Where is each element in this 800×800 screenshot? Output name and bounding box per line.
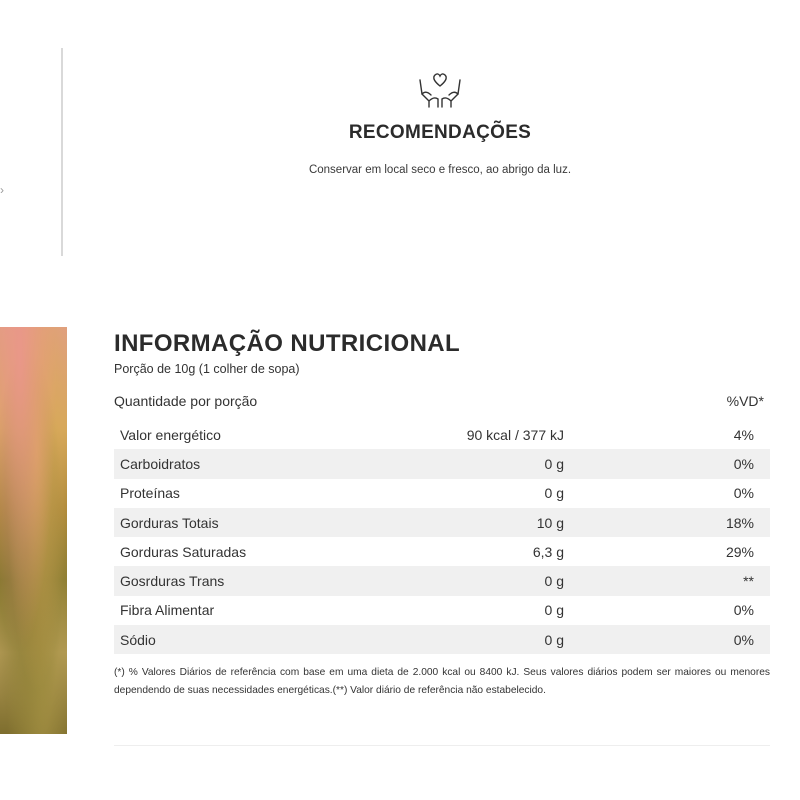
recommendations-text: Conservar em local seco e fresco, ao abrigo da luz. (308, 164, 572, 176)
nutrient-amount: 0 g (394, 625, 694, 654)
bottom-divider (114, 745, 770, 746)
portion-size: Porção de 10g (1 colher de sopa) (114, 362, 300, 376)
nutrition-table (114, 420, 770, 654)
nutrient-vd: 0% (733, 602, 754, 619)
nutrient-amount: 0 g (394, 449, 694, 478)
nutrient-vd: 18% (694, 508, 770, 537)
nutrient-name: Carboidratos (114, 449, 394, 478)
nutrient-amount: 0 g (544, 485, 564, 502)
nutrient-vd: ** (694, 566, 770, 595)
nutrient-amount: 10 g (394, 508, 694, 537)
nutrient-name: Proteínas (120, 485, 180, 502)
header-vd: %VD* (726, 393, 764, 409)
nutrient-amount: 90 kcal / 377 kJ (466, 426, 564, 443)
table-row (114, 596, 770, 625)
table-row (114, 625, 770, 654)
nutrient-vd: 0% (694, 625, 770, 654)
nutrition-title: INFORMAÇÃO NUTRICIONAL (114, 330, 461, 357)
nutrient-vd: 0% (733, 485, 754, 502)
hands-heart-icon (416, 68, 464, 110)
recommendations-section (260, 68, 620, 176)
nutrient-name: Gorduras Totais (114, 508, 394, 537)
nutrient-name: Gorduras Saturadas (120, 543, 247, 560)
nutrient-vd: 0% (694, 449, 770, 478)
vertical-divider (61, 48, 63, 256)
nutrient-vd: 29% (725, 543, 754, 560)
nutrition-facts (114, 330, 770, 700)
table-row (114, 479, 770, 508)
nutrient-amount: 0 g (544, 602, 564, 619)
nutrient-name: Gosrduras Trans (114, 566, 394, 595)
nutrition-header (114, 393, 770, 415)
nutrition-footnote: (*) % Valores Diários de referência com base em uma dieta de 2.000 kcal ou 8400 kJ. Seus valores diários podem ser maiores ou menores dependendo de suas necessidades energéticas.(**) Valor diário de referência não estabelecido. (114, 667, 770, 697)
nutrient-name: Valor energético (120, 426, 221, 443)
nutrient-name: Sódio (114, 625, 394, 654)
nutrient-vd: 4% (733, 426, 754, 443)
nutrient-name: Fibra Alimentar (120, 602, 215, 619)
header-quantity: Quantidade por porção (114, 393, 258, 409)
table-row (114, 420, 770, 449)
nutrient-amount: 6,3 g (532, 543, 564, 560)
recommendations-title: RECOMENDAÇÕES (348, 122, 532, 143)
nutrient-amount: 0 g (394, 566, 694, 595)
table-row (114, 566, 770, 595)
left-edge-arrow[interactable]: › (0, 183, 4, 197)
table-row (114, 449, 770, 478)
table-row (114, 508, 770, 537)
table-row (114, 537, 770, 566)
product-photo (0, 327, 67, 734)
